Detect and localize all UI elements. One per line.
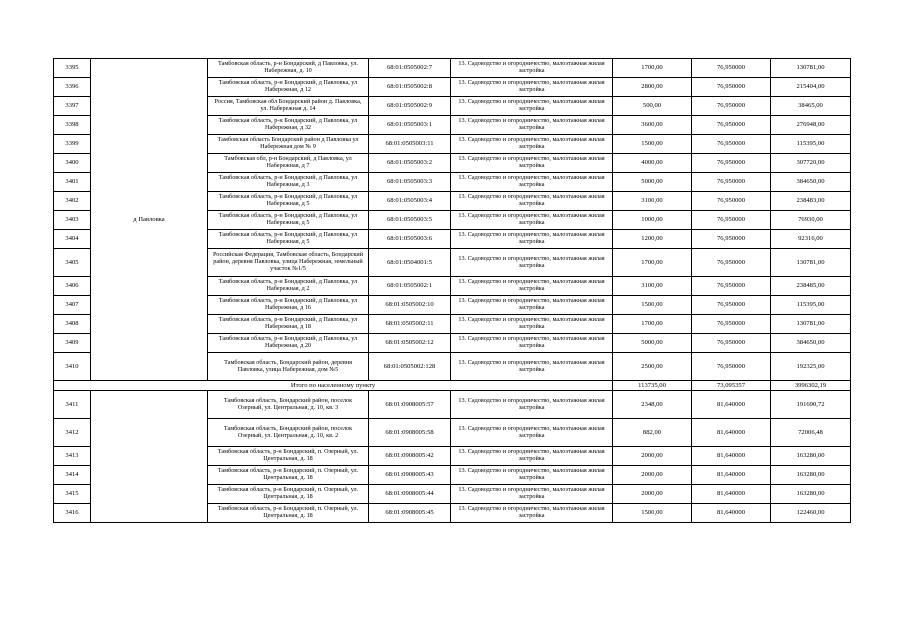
row-number: 3409 bbox=[54, 334, 91, 353]
cadastral-value-cell: 384650,00 bbox=[771, 334, 851, 353]
area-cell: 4000,00 bbox=[613, 154, 692, 173]
cadastral-value-cell: 122460,00 bbox=[771, 504, 851, 523]
cadastral-value-cell: 38465,00 bbox=[771, 97, 851, 116]
table-row bbox=[54, 59, 851, 78]
cadastral-number-cell: 68:01:0505003:3 bbox=[369, 173, 451, 192]
cadastral-value-cell: 163280,00 bbox=[771, 485, 851, 504]
land-use-cell: 13. Садоводство и огородничество, малоэтажная жилая застройка bbox=[451, 116, 613, 135]
area-cell: 1700,00 bbox=[613, 59, 692, 78]
rate-cell: 76,950000 bbox=[692, 192, 771, 211]
cadastral-value-cell: 163280,00 bbox=[771, 466, 851, 485]
address-cell: Тамбовская область, р-н Бондарский, д Павловка, ул. Набережная, д. 10 bbox=[208, 59, 369, 78]
table-row bbox=[54, 391, 851, 419]
address-cell: Тамбовская область, Бондарский район, поселок Озерный, ул. Центральная, д. 10, кв. 2 bbox=[208, 419, 369, 447]
rate-cell: 76,950000 bbox=[692, 277, 771, 296]
cadastral-number-cell: 68:01:0908005:45 bbox=[369, 504, 451, 523]
cadastral-number-cell: 68:01:0505003:5 bbox=[369, 211, 451, 230]
land-use-cell: 13. Садоводство и огородничество, малоэтажная жилая застройка bbox=[451, 277, 613, 296]
address-cell: Россия, Тамбовская обл Бондарский район д. Павловка, ул. Набережная д. 14 bbox=[208, 97, 369, 116]
cadastral-value-cell: 92316,00 bbox=[771, 230, 851, 249]
cadastral-value-cell: 191690,72 bbox=[771, 391, 851, 419]
address-cell: Тамбовская обл, р-н Бондарский, д Павловка, ул Набережная, д 7 bbox=[208, 154, 369, 173]
row-number: 3407 bbox=[54, 296, 91, 315]
land-use-cell: 13. Садоводство и огородничество, малоэтажная жилая застройка bbox=[451, 315, 613, 334]
cadastral-number-cell: 68:01:0908005:44 bbox=[369, 485, 451, 504]
row-number: 3396 bbox=[54, 78, 91, 97]
address-cell: Тамбовская область, р-н Бондарский, д Павловка, ул Набережная, д 2 bbox=[208, 277, 369, 296]
rate-cell: 76,950000 bbox=[692, 230, 771, 249]
land-use-cell: 13. Садоводство и огородничество, малоэтажная жилая застройка bbox=[451, 353, 613, 381]
area-cell: 1700,00 bbox=[613, 315, 692, 334]
rate-cell: 76,950000 bbox=[692, 78, 771, 97]
row-number: 3403 bbox=[54, 211, 91, 230]
land-use-cell: 13. Садоводство и огородничество, малоэтажная жилая застройка bbox=[451, 211, 613, 230]
locality-cell: д Павловка bbox=[91, 59, 208, 381]
land-use-cell: 13. Садоводство и огородничество, малоэтажная жилая застройка bbox=[451, 59, 613, 78]
address-cell: Тамбовская область, р-н Бондарский, д Павловка, ул Набережная, д 3 bbox=[208, 173, 369, 192]
area-cell: 1200,00 bbox=[613, 230, 692, 249]
row-number: 3404 bbox=[54, 230, 91, 249]
cadastral-value-cell: 307720,00 bbox=[771, 154, 851, 173]
cadastral-number-cell: 68:01:0505002:10 bbox=[369, 296, 451, 315]
rate-cell: 81,640000 bbox=[692, 485, 771, 504]
address-cell: Российская Федерация, Тамбовская область, Бондарский район, деревня Павловка, улица Набережная, земельный участок №1/5 bbox=[208, 249, 369, 277]
row-number: 3411 bbox=[54, 391, 91, 419]
row-number: 3408 bbox=[54, 315, 91, 334]
rate-cell: 76,950000 bbox=[692, 97, 771, 116]
row-number: 3395 bbox=[54, 59, 91, 78]
land-use-cell: 13. Садоводство и огородничество, малоэтажная жилая застройка bbox=[451, 154, 613, 173]
cadastral-number-cell: 68:01:0505002:12 bbox=[369, 334, 451, 353]
area-cell: 3100,00 bbox=[613, 277, 692, 296]
cadastral-value-cell: 192325,00 bbox=[771, 353, 851, 381]
address-cell: Тамбовская область, р-н Бондарский, д Павловка, ул Набережная, д 20 bbox=[208, 334, 369, 353]
rate-cell: 81,640000 bbox=[692, 447, 771, 466]
address-cell: Тамбовская область, Бондарский район, поселок Озерный, ул. Центральная, д. 10, кв. 3 bbox=[208, 391, 369, 419]
row-number: 3416 bbox=[54, 504, 91, 523]
cadastral-value-cell: 130781,00 bbox=[771, 59, 851, 78]
cadastral-value-cell: 238483,00 bbox=[771, 192, 851, 211]
cadastral-number-cell: 68:01:0505002:7 bbox=[369, 59, 451, 78]
row-number: 3415 bbox=[54, 485, 91, 504]
address-cell: Тамбовская область, р-н Бондарский, п. Озерный, ул. Центральная, д. 18 bbox=[208, 447, 369, 466]
cadastral-number-cell: 68:01:0505003:11 bbox=[369, 135, 451, 154]
address-cell: Тамбовская область Бондарский район д Павловка ул Набережная дом № 9 bbox=[208, 135, 369, 154]
area-cell: 1000,00 bbox=[613, 211, 692, 230]
total-rate: 73,095357 bbox=[692, 381, 771, 391]
cadastral-value-cell: 72006,48 bbox=[771, 419, 851, 447]
cadastral-value-cell: 238485,00 bbox=[771, 277, 851, 296]
total-value: 3996302,19 bbox=[771, 381, 851, 391]
area-cell: 1700,00 bbox=[613, 249, 692, 277]
rate-cell: 76,950000 bbox=[692, 59, 771, 78]
cadastral-number-cell: 68:01:0505002:11 bbox=[369, 315, 451, 334]
rate-cell: 76,950000 bbox=[692, 116, 771, 135]
rate-cell: 81,640000 bbox=[692, 419, 771, 447]
cadastral-number-cell: 68:01:0505002:1 bbox=[369, 277, 451, 296]
rate-cell: 76,950000 bbox=[692, 249, 771, 277]
land-use-cell: 13. Садоводство и огородничество, малоэтажная жилая застройка bbox=[451, 249, 613, 277]
land-use-cell: 13. Садоводство и огородничество, малоэтажная жилая застройка bbox=[451, 419, 613, 447]
land-use-cell: 13. Садоводство и огородничество, малоэтажная жилая застройка bbox=[451, 97, 613, 116]
area-cell: 3600,00 bbox=[613, 116, 692, 135]
address-cell: Тамбовская область, р-н Бондарский, п. Озерный, ул. Центральная, д. 18 bbox=[208, 466, 369, 485]
cadastral-number-cell: 68:01:0908005:57 bbox=[369, 391, 451, 419]
rate-cell: 76,950000 bbox=[692, 353, 771, 381]
rate-cell: 76,950000 bbox=[692, 154, 771, 173]
land-use-cell: 13. Садоводство и огородничество, малоэтажная жилая застройка bbox=[451, 504, 613, 523]
address-cell: Тамбовская область, р-н Бондарский, п. Озерный, ул. Центральная, д. 18 bbox=[208, 504, 369, 523]
area-cell: 2000,00 bbox=[613, 485, 692, 504]
address-cell: Тамбовская область, р-н Бондарский, д Павловка, ул Набережная, д 18 bbox=[208, 315, 369, 334]
address-cell: Тамбовская область, р-н Бондарский, д Павловка, ул Набережная, д 5 bbox=[208, 192, 369, 211]
area-cell: 2000,00 bbox=[613, 466, 692, 485]
row-number: 3401 bbox=[54, 173, 91, 192]
cadastral-number-cell: 68:01:0505003:1 bbox=[369, 116, 451, 135]
cadastral-number-cell: 68:01:0505003:2 bbox=[369, 154, 451, 173]
area-cell: 882,00 bbox=[613, 419, 692, 447]
rate-cell: 76,950000 bbox=[692, 211, 771, 230]
row-number: 3402 bbox=[54, 192, 91, 211]
rate-cell: 76,950000 bbox=[692, 334, 771, 353]
cadastral-value-table bbox=[53, 58, 851, 523]
area-cell: 2000,00 bbox=[613, 447, 692, 466]
row-number: 3400 bbox=[54, 154, 91, 173]
area-cell: 5000,00 bbox=[613, 334, 692, 353]
cadastral-value-cell: 130781,00 bbox=[771, 315, 851, 334]
total-label: Итого по населенному пункту bbox=[54, 381, 613, 391]
row-number: 3410 bbox=[54, 353, 91, 381]
row-number: 3397 bbox=[54, 97, 91, 116]
total-area: 113735,00 bbox=[613, 381, 692, 391]
address-cell: Тамбовская область, р-н Бондарский, п. Озерный, ул. Центральная, д. 18 bbox=[208, 485, 369, 504]
area-cell: 1500,00 bbox=[613, 504, 692, 523]
area-cell: 5000,00 bbox=[613, 173, 692, 192]
rate-cell: 81,640000 bbox=[692, 391, 771, 419]
rate-cell: 76,950000 bbox=[692, 315, 771, 334]
area-cell: 500,00 bbox=[613, 97, 692, 116]
row-number: 3413 bbox=[54, 447, 91, 466]
cadastral-number-cell: 68:01:0908005:42 bbox=[369, 447, 451, 466]
cadastral-number-cell: 68:01:0908005:58 bbox=[369, 419, 451, 447]
address-cell: Тамбовская область, р-н Бондарский, д Павловка, ул Набережная, д 12 bbox=[208, 78, 369, 97]
cadastral-value-cell: 215404,00 bbox=[771, 78, 851, 97]
area-cell: 2800,00 bbox=[613, 78, 692, 97]
cadastral-value-cell: 384650,00 bbox=[771, 173, 851, 192]
cadastral-value-cell: 115395,00 bbox=[771, 135, 851, 154]
land-use-cell: 13. Садоводство и огородничество, малоэтажная жилая застройка bbox=[451, 135, 613, 154]
address-cell: Тамбовская область, р-н Бондарский, д Павловка, ул Набережная, д 32 bbox=[208, 116, 369, 135]
address-cell: Тамбовская область, Бондарский район, деревня Павловка, улица Набережная, дом №5 bbox=[208, 353, 369, 381]
rate-cell: 76,950000 bbox=[692, 135, 771, 154]
row-number: 3414 bbox=[54, 466, 91, 485]
cadastral-number-cell: 68:01:0505002:9 bbox=[369, 97, 451, 116]
area-cell: 3100,00 bbox=[613, 192, 692, 211]
table-body bbox=[54, 59, 851, 523]
total-row bbox=[54, 381, 851, 391]
rate-cell: 76,950000 bbox=[692, 296, 771, 315]
row-number: 3406 bbox=[54, 277, 91, 296]
land-use-cell: 13. Садоводство и огородничество, малоэтажная жилая застройка bbox=[451, 173, 613, 192]
address-cell: Тамбовская область, р-н Бондарский, д Павловка, ул Набережная, д 5 bbox=[208, 230, 369, 249]
area-cell: 1500,00 bbox=[613, 296, 692, 315]
land-use-cell: 13. Садоводство и огородничество, малоэтажная жилая застройка bbox=[451, 230, 613, 249]
land-use-cell: 13. Садоводство и огородничество, малоэтажная жилая застройка bbox=[451, 192, 613, 211]
land-use-cell: 13. Садоводство и огородничество, малоэтажная жилая застройка bbox=[451, 334, 613, 353]
rate-cell: 76,950000 bbox=[692, 173, 771, 192]
cadastral-number-cell: 68:01:0505003:4 bbox=[369, 192, 451, 211]
land-use-cell: 13. Садоводство и огородничество, малоэтажная жилая застройка bbox=[451, 296, 613, 315]
address-cell: Тамбовская область, р-н Бондарский, д Павловка, ул Набережная, д 5 bbox=[208, 211, 369, 230]
row-number: 3405 bbox=[54, 249, 91, 277]
locality-cell bbox=[91, 391, 208, 523]
cadastral-value-cell: 115395,00 bbox=[771, 296, 851, 315]
cadastral-number-cell: 68:01:0908005:43 bbox=[369, 466, 451, 485]
land-use-cell: 13. Садоводство и огородничество, малоэтажная жилая застройка bbox=[451, 447, 613, 466]
address-cell: Тамбовская область, р-н Бондарский, д Павловка, ул Набережная, д 16 bbox=[208, 296, 369, 315]
cadastral-value-cell: 163280,00 bbox=[771, 447, 851, 466]
area-cell: 2348,00 bbox=[613, 391, 692, 419]
area-cell: 1500,00 bbox=[613, 135, 692, 154]
cadastral-value-cell: 76930,00 bbox=[771, 211, 851, 230]
area-cell: 2500,00 bbox=[613, 353, 692, 381]
land-use-cell: 13. Садоводство и огородничество, малоэтажная жилая застройка bbox=[451, 466, 613, 485]
row-number: 3412 bbox=[54, 419, 91, 447]
cadastral-value-cell: 130781,00 bbox=[771, 249, 851, 277]
cadastral-number-cell: 68:01:0504001:5 bbox=[369, 249, 451, 277]
row-number: 3398 bbox=[54, 116, 91, 135]
row-number: 3399 bbox=[54, 135, 91, 154]
cadastral-number-cell: 68:01:0505002:8 bbox=[369, 78, 451, 97]
rate-cell: 81,640000 bbox=[692, 466, 771, 485]
land-use-cell: 13. Садоводство и огородничество, малоэтажная жилая застройка bbox=[451, 78, 613, 97]
cadastral-number-cell: 68:01:0505002:128 bbox=[369, 353, 451, 381]
cadastral-value-cell: 276948,00 bbox=[771, 116, 851, 135]
cadastral-number-cell: 68:01:0505003:6 bbox=[369, 230, 451, 249]
land-use-cell: 13. Садоводство и огородничество, малоэтажная жилая застройка bbox=[451, 485, 613, 504]
land-use-cell: 13. Садоводство и огородничество, малоэтажная жилая застройка bbox=[451, 391, 613, 419]
rate-cell: 81,640000 bbox=[692, 504, 771, 523]
